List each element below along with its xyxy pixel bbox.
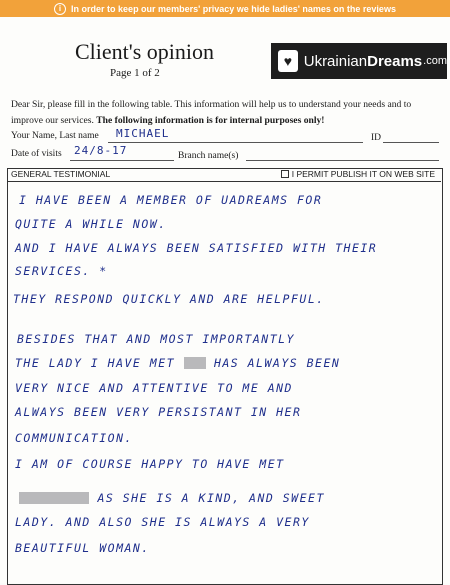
privacy-banner-text: In order to keep our members' privacy we hide ladies' names on the reviews — [71, 3, 396, 14]
testimonial-line: SERVICES. * — [15, 264, 108, 278]
heart-icon: ♥ — [278, 50, 298, 72]
testimonial-line: AND I HAVE ALWAYS BEEN SATISFIED WITH THEIR — [15, 241, 378, 255]
branch-label: Branch name(s) — [178, 151, 239, 161]
testimonial-line: AS SHE IS A KIND, AND SWEET — [97, 491, 325, 505]
testimonial-line: VERY NICE AND ATTENTIVE TO ME AND — [15, 381, 293, 395]
date-label: Date of visits — [11, 149, 62, 159]
testimonial-line: I AM OF COURSE HAPPY TO HAVE MET — [15, 457, 285, 471]
publish-checkbox — [281, 170, 289, 178]
testimonial-line: THEY RESPOND QUICKLY AND ARE HELPFUL. — [13, 292, 325, 306]
scanned-form — [0, 17, 450, 583]
testimonial-line: LADY. AND ALSO SHE IS ALWAYS A VERY — [15, 515, 310, 529]
testimonial-line: BEAUTIFUL WOMAN. — [15, 541, 150, 555]
info-icon: i — [54, 3, 66, 15]
page-title: Client's opinion — [75, 39, 215, 64]
logo-text-com: .com — [423, 55, 447, 67]
id-field-line — [383, 142, 439, 143]
date-field-line — [70, 160, 174, 161]
page-number: Page 1 of 2 — [110, 67, 160, 79]
testimonial-line: I HAVE BEEN A MEMBER OF UADREAMS FOR — [19, 193, 323, 207]
name-redaction — [19, 492, 89, 504]
publish-permission — [281, 169, 435, 179]
section-label: GENERAL TESTIMONIAL — [11, 169, 111, 179]
name-field-line — [108, 142, 363, 143]
testimonial-line: BESIDES THAT AND MOST IMPORTANTLY — [17, 332, 295, 346]
intro-bold-note: The following information is for internal purposes only! — [96, 115, 325, 126]
intro-line-2: improve our services. — [11, 115, 94, 126]
testimonial-line: QUITE A WHILE NOW. — [15, 217, 167, 231]
brand-logo — [271, 43, 447, 79]
form-instructions — [11, 97, 441, 129]
testimonial-line: ALWAYS BEEN VERY PERSISTANT IN HER — [15, 405, 302, 419]
date-value: 24/8-17 — [74, 144, 128, 157]
intro-line-1: Dear Sir, please fill in the following table. This information will help us to understand your needs and to — [11, 99, 412, 110]
name-value: MICHAEL — [116, 127, 170, 140]
testimonial-line: THE LADY I HAVE MET — [15, 356, 176, 370]
id-label: ID — [371, 133, 382, 143]
branch-field-line — [246, 160, 439, 161]
name-redaction — [184, 357, 206, 369]
publish-permission-label: I PERMIT PUBLISH IT ON WEB SITE — [291, 169, 435, 179]
logo-text-ukrainian: Ukrainian — [303, 52, 368, 70]
logo-text-dreams: Dreams — [367, 52, 423, 70]
testimonial-line: HAS ALWAYS BEEN — [213, 356, 341, 370]
privacy-banner — [0, 0, 450, 17]
testimonial-header — [7, 169, 441, 182]
testimonial-line: COMMUNICATION. — [15, 431, 133, 445]
name-label: Your Name, Last name — [11, 131, 99, 141]
